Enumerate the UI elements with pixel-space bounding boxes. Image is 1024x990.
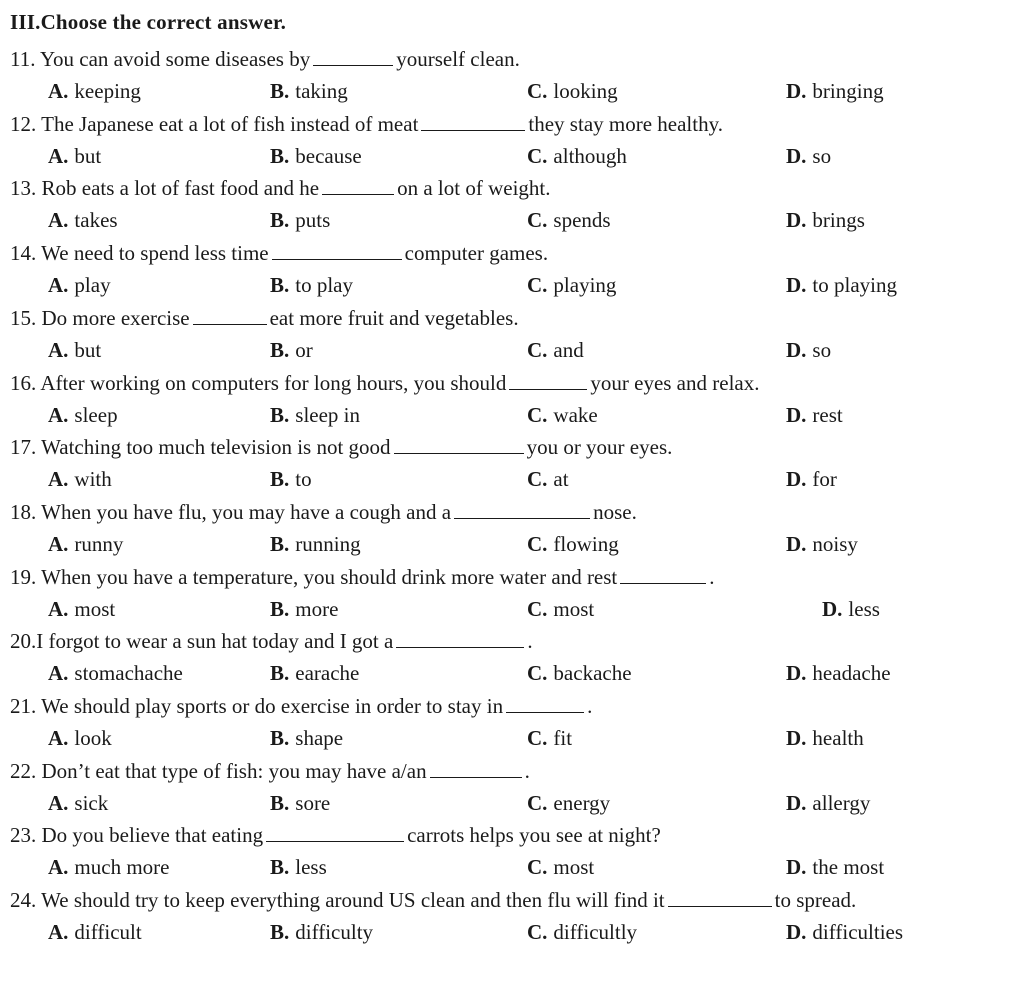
option-text: so bbox=[812, 143, 832, 168]
answer-blank bbox=[266, 825, 404, 842]
answer-option bbox=[527, 78, 618, 104]
option-text: taking bbox=[295, 79, 348, 103]
option-text: fit bbox=[553, 726, 573, 750]
option-letter: C. bbox=[527, 337, 548, 362]
question-stem bbox=[10, 758, 530, 784]
question-number: 22. bbox=[10, 758, 37, 783]
option-text: sleep bbox=[74, 402, 118, 427]
option-text: play bbox=[74, 273, 111, 298]
answer-blank bbox=[620, 567, 706, 584]
option-letter: A. bbox=[48, 79, 69, 103]
option-letter: B. bbox=[270, 726, 290, 750]
option-letter: D. bbox=[786, 726, 807, 750]
answer-option bbox=[527, 466, 569, 492]
answer-option bbox=[48, 402, 118, 428]
option-text: because bbox=[295, 143, 362, 168]
answer-option bbox=[48, 919, 142, 945]
option-text: sleep in bbox=[295, 402, 360, 427]
question-text-before-blank: We should play sports or do exercise in order to stay in bbox=[41, 694, 504, 718]
answer-option bbox=[786, 466, 837, 492]
answer-blank bbox=[421, 114, 525, 131]
answer-blank bbox=[506, 696, 584, 713]
option-text: the most bbox=[812, 855, 885, 880]
question-number: 19. bbox=[10, 564, 37, 589]
option-letter: A. bbox=[48, 726, 69, 750]
question-text-after-blank: they stay more healthy. bbox=[528, 111, 723, 136]
answer-option bbox=[48, 660, 183, 686]
answer-option bbox=[270, 78, 348, 104]
question-text-before-blank: Rob eats a lot of fast food and he bbox=[41, 176, 320, 201]
question-text-before-blank: Don’t eat that type of fish: you may have a/an bbox=[41, 758, 427, 783]
option-text: running bbox=[295, 531, 361, 556]
answer-option bbox=[270, 790, 330, 816]
answer-blank bbox=[193, 308, 267, 325]
option-text: at bbox=[553, 467, 569, 492]
question-text-after-blank: yourself clean. bbox=[396, 47, 520, 71]
option-letter: C. bbox=[527, 208, 548, 233]
answer-option bbox=[48, 596, 115, 622]
question-number: 23. bbox=[10, 823, 37, 848]
option-letter: A. bbox=[48, 273, 69, 298]
answer-option bbox=[786, 531, 858, 557]
answer-option bbox=[48, 337, 101, 363]
question-item bbox=[10, 434, 1020, 498]
option-text: most bbox=[74, 596, 116, 621]
option-letter: B. bbox=[270, 337, 290, 362]
question-item bbox=[10, 175, 1020, 239]
answer-option bbox=[527, 531, 619, 557]
option-text: with bbox=[74, 467, 112, 492]
option-text: brings bbox=[812, 208, 865, 233]
answer-option bbox=[786, 725, 864, 751]
answer-option bbox=[270, 854, 327, 880]
option-letter: C. bbox=[527, 143, 548, 168]
question-text-before-blank: Do you believe that eating bbox=[41, 823, 264, 848]
question-stem bbox=[10, 305, 519, 331]
question-text-after-blank: computer games. bbox=[404, 241, 549, 266]
answer-option bbox=[270, 660, 359, 686]
option-letter: B. bbox=[270, 208, 290, 233]
option-text: to play bbox=[295, 273, 354, 298]
answer-blank bbox=[396, 631, 524, 648]
answer-option bbox=[48, 854, 169, 880]
option-letter: D. bbox=[786, 402, 807, 427]
option-letter: B. bbox=[270, 143, 290, 168]
question-item bbox=[10, 240, 1020, 304]
answer-option bbox=[270, 919, 373, 945]
option-text: earache bbox=[295, 661, 360, 686]
option-letter: C. bbox=[527, 79, 548, 103]
question-text-after-blank: . bbox=[527, 629, 533, 654]
option-text: noisy bbox=[812, 531, 858, 556]
question-stem bbox=[10, 240, 548, 266]
question-number: 18. bbox=[10, 499, 37, 524]
question-item bbox=[10, 305, 1020, 369]
option-text: shape bbox=[295, 726, 344, 750]
option-letter: B. bbox=[270, 467, 290, 492]
option-text: but bbox=[74, 143, 102, 168]
option-text: bringing bbox=[812, 79, 884, 103]
option-letter: C. bbox=[527, 920, 548, 945]
option-letter: C. bbox=[527, 402, 548, 427]
option-text: allergy bbox=[812, 790, 871, 815]
option-text: but bbox=[74, 337, 102, 362]
option-letter: A. bbox=[48, 531, 69, 556]
option-text: and bbox=[553, 337, 584, 362]
option-text: difficult bbox=[74, 920, 142, 945]
question-stem bbox=[10, 111, 723, 137]
question-text-after-blank: nose. bbox=[593, 499, 637, 524]
answer-option bbox=[270, 725, 343, 751]
option-letter: A. bbox=[48, 337, 69, 362]
question-item bbox=[10, 693, 1020, 757]
answer-option bbox=[48, 466, 112, 492]
option-text: difficulties bbox=[812, 920, 904, 945]
option-text: much more bbox=[74, 855, 170, 880]
answer-option bbox=[786, 143, 831, 169]
answer-option bbox=[48, 725, 112, 751]
option-letter: A. bbox=[48, 855, 69, 880]
answer-option bbox=[527, 272, 616, 298]
question-number: 24. bbox=[10, 888, 37, 913]
option-letter: B. bbox=[270, 920, 290, 945]
option-text: difficultly bbox=[553, 920, 638, 945]
option-letter: C. bbox=[527, 855, 548, 880]
question-text-after-blank: . bbox=[709, 564, 715, 589]
answer-option bbox=[786, 402, 843, 428]
option-text: puts bbox=[295, 208, 331, 233]
question-text-after-blank: . bbox=[587, 694, 593, 718]
section-title: III.Choose the correct answer. bbox=[10, 10, 287, 34]
answer-option bbox=[786, 272, 897, 298]
option-text: playing bbox=[553, 273, 617, 298]
option-text: sick bbox=[74, 790, 109, 815]
question-text-before-blank: When you have a temperature, you should drink more water and rest bbox=[41, 564, 618, 589]
question-text-after-blank: your eyes and relax. bbox=[590, 370, 760, 395]
option-letter: C. bbox=[527, 531, 548, 556]
option-text: although bbox=[553, 143, 627, 168]
answer-option bbox=[270, 402, 360, 428]
question-text-before-blank: Do more exercise bbox=[41, 305, 190, 330]
answer-option bbox=[270, 531, 361, 557]
option-letter: B. bbox=[270, 402, 290, 427]
option-letter: B. bbox=[270, 790, 290, 815]
option-letter: D. bbox=[822, 596, 843, 621]
answer-option bbox=[527, 919, 637, 945]
question-stem bbox=[10, 370, 759, 396]
answer-option bbox=[48, 78, 141, 104]
answer-option bbox=[786, 854, 884, 880]
option-letter: C. bbox=[527, 726, 548, 750]
question-text-after-blank: on a lot of weight. bbox=[397, 176, 551, 201]
question-text-after-blank: eat more fruit and vegetables. bbox=[269, 305, 519, 330]
option-text: look bbox=[74, 726, 112, 750]
answer-option bbox=[270, 143, 362, 169]
option-letter: D. bbox=[786, 337, 807, 362]
question-text-before-blank: Watching too much television is not good bbox=[41, 435, 391, 460]
answer-option bbox=[527, 790, 610, 816]
answer-option bbox=[270, 207, 330, 233]
answer-option bbox=[48, 531, 123, 557]
question-item bbox=[10, 370, 1020, 434]
option-text: spends bbox=[553, 208, 611, 233]
option-letter: B. bbox=[270, 79, 290, 103]
answer-blank bbox=[394, 437, 524, 454]
option-text: to bbox=[295, 467, 312, 492]
option-letter: D. bbox=[786, 79, 807, 103]
option-text: wake bbox=[553, 402, 598, 427]
option-text: takes bbox=[74, 208, 118, 233]
option-text: sore bbox=[295, 790, 331, 815]
option-letter: B. bbox=[270, 273, 290, 298]
question-text-before-blank: The Japanese eat a lot of fish instead of meat bbox=[41, 111, 419, 136]
question-number: 20. bbox=[10, 629, 37, 654]
question-item bbox=[10, 887, 1020, 951]
answer-blank bbox=[322, 178, 394, 195]
answer-option bbox=[786, 790, 870, 816]
option-text: runny bbox=[74, 531, 124, 556]
option-letter: A. bbox=[48, 790, 69, 815]
answer-blank bbox=[430, 761, 522, 778]
answer-blank bbox=[313, 49, 393, 66]
question-item bbox=[10, 822, 1020, 886]
question-item bbox=[10, 499, 1020, 563]
question-text-before-blank: We need to spend less time bbox=[41, 241, 269, 266]
answer-option bbox=[527, 596, 594, 622]
answer-blank bbox=[668, 890, 772, 907]
option-letter: A. bbox=[48, 920, 69, 945]
answer-option bbox=[786, 660, 891, 686]
option-letter: D. bbox=[786, 790, 807, 815]
question-text-before-blank: You can avoid some diseases by bbox=[39, 47, 311, 71]
question-item bbox=[10, 628, 1020, 692]
option-letter: A. bbox=[48, 208, 69, 233]
answer-option bbox=[786, 337, 831, 363]
question-number: 12. bbox=[10, 111, 37, 136]
question-text-before-blank: After working on computers for long hours, you should bbox=[40, 370, 507, 395]
answer-option bbox=[270, 337, 313, 363]
question-stem bbox=[10, 46, 520, 72]
option-letter: C. bbox=[527, 661, 548, 686]
question-stem bbox=[10, 175, 550, 201]
question-item bbox=[10, 564, 1020, 628]
answer-option bbox=[527, 207, 611, 233]
option-text: so bbox=[812, 337, 832, 362]
option-text: backache bbox=[553, 661, 632, 686]
answer-blank bbox=[509, 373, 587, 390]
question-item bbox=[10, 111, 1020, 175]
question-text-before-blank: We should try to keep everything around US clean and then flu will find it bbox=[41, 888, 665, 913]
question-text-after-blank: . bbox=[524, 758, 530, 783]
option-text: looking bbox=[553, 79, 618, 103]
answer-option bbox=[270, 466, 312, 492]
question-number: 21. bbox=[10, 694, 37, 718]
answer-option bbox=[786, 207, 865, 233]
option-text: most bbox=[553, 855, 595, 880]
option-letter: B. bbox=[270, 531, 290, 556]
option-letter: B. bbox=[270, 855, 290, 880]
option-text: stomachache bbox=[74, 661, 183, 686]
answer-option bbox=[48, 272, 111, 298]
question-stem bbox=[10, 887, 856, 913]
answer-option bbox=[48, 790, 108, 816]
question-number: 17. bbox=[10, 435, 37, 460]
option-letter: D. bbox=[786, 661, 807, 686]
option-letter: A. bbox=[48, 596, 69, 621]
option-text: energy bbox=[553, 790, 611, 815]
option-text: to playing bbox=[812, 273, 897, 298]
answer-option bbox=[527, 402, 598, 428]
answer-option bbox=[527, 143, 627, 169]
option-text: or bbox=[295, 337, 313, 362]
question-item bbox=[10, 46, 1020, 110]
option-text: difficulty bbox=[295, 920, 374, 945]
option-letter: A. bbox=[48, 143, 69, 168]
question-text-after-blank: carrots helps you see at night? bbox=[407, 823, 661, 848]
option-text: most bbox=[553, 596, 595, 621]
option-letter: A. bbox=[48, 402, 69, 427]
option-text: less bbox=[295, 855, 327, 880]
option-letter: C. bbox=[527, 596, 548, 621]
option-text: health bbox=[812, 726, 864, 750]
option-letter: B. bbox=[270, 661, 290, 686]
option-letter: C. bbox=[527, 273, 548, 298]
option-letter: D. bbox=[786, 531, 807, 556]
option-letter: D. bbox=[786, 920, 807, 945]
question-number: 14. bbox=[10, 241, 37, 266]
answer-option bbox=[786, 78, 884, 104]
option-letter: D. bbox=[786, 467, 807, 492]
option-text: headache bbox=[812, 661, 891, 686]
question-text-after-blank: you or your eyes. bbox=[526, 435, 673, 460]
question-item bbox=[10, 758, 1020, 822]
answer-option bbox=[527, 660, 632, 686]
answer-option bbox=[270, 596, 338, 622]
question-stem bbox=[10, 564, 715, 590]
option-text: more bbox=[295, 596, 339, 621]
option-letter: D. bbox=[786, 855, 807, 880]
option-letter: A. bbox=[48, 467, 69, 492]
answer-blank bbox=[454, 502, 590, 519]
option-letter: D. bbox=[786, 273, 807, 298]
option-letter: A. bbox=[48, 661, 69, 686]
question-number: 11. bbox=[10, 47, 36, 71]
question-stem bbox=[10, 822, 661, 848]
question-text-before-blank: When you have flu, you may have a cough and a bbox=[41, 499, 452, 524]
option-text: rest bbox=[812, 402, 843, 427]
answer-option bbox=[48, 143, 101, 169]
answer-option bbox=[822, 596, 880, 622]
question-stem bbox=[10, 628, 533, 654]
option-letter: C. bbox=[527, 467, 548, 492]
question-stem bbox=[10, 693, 592, 719]
option-letter: C. bbox=[527, 790, 548, 815]
option-text: less bbox=[848, 596, 880, 621]
question-stem bbox=[10, 499, 637, 525]
answer-option bbox=[48, 207, 118, 233]
question-text-before-blank: I forgot to wear a sun hat today and I got a bbox=[36, 629, 394, 654]
answer-option bbox=[527, 725, 572, 751]
question-number: 16. bbox=[10, 370, 37, 395]
option-text: for bbox=[812, 467, 837, 492]
question-stem bbox=[10, 434, 672, 460]
answer-option bbox=[527, 337, 584, 363]
option-text: keeping bbox=[74, 79, 141, 103]
option-letter: B. bbox=[270, 596, 290, 621]
answer-option bbox=[270, 272, 353, 298]
answer-option bbox=[527, 854, 594, 880]
question-number: 13. bbox=[10, 176, 37, 201]
option-letter: D. bbox=[786, 143, 807, 168]
option-letter: D. bbox=[786, 208, 807, 233]
answer-blank bbox=[272, 243, 402, 260]
question-text-after-blank: to spread. bbox=[774, 888, 857, 913]
answer-option bbox=[786, 919, 903, 945]
option-text: flowing bbox=[553, 531, 619, 556]
question-number: 15. bbox=[10, 305, 37, 330]
